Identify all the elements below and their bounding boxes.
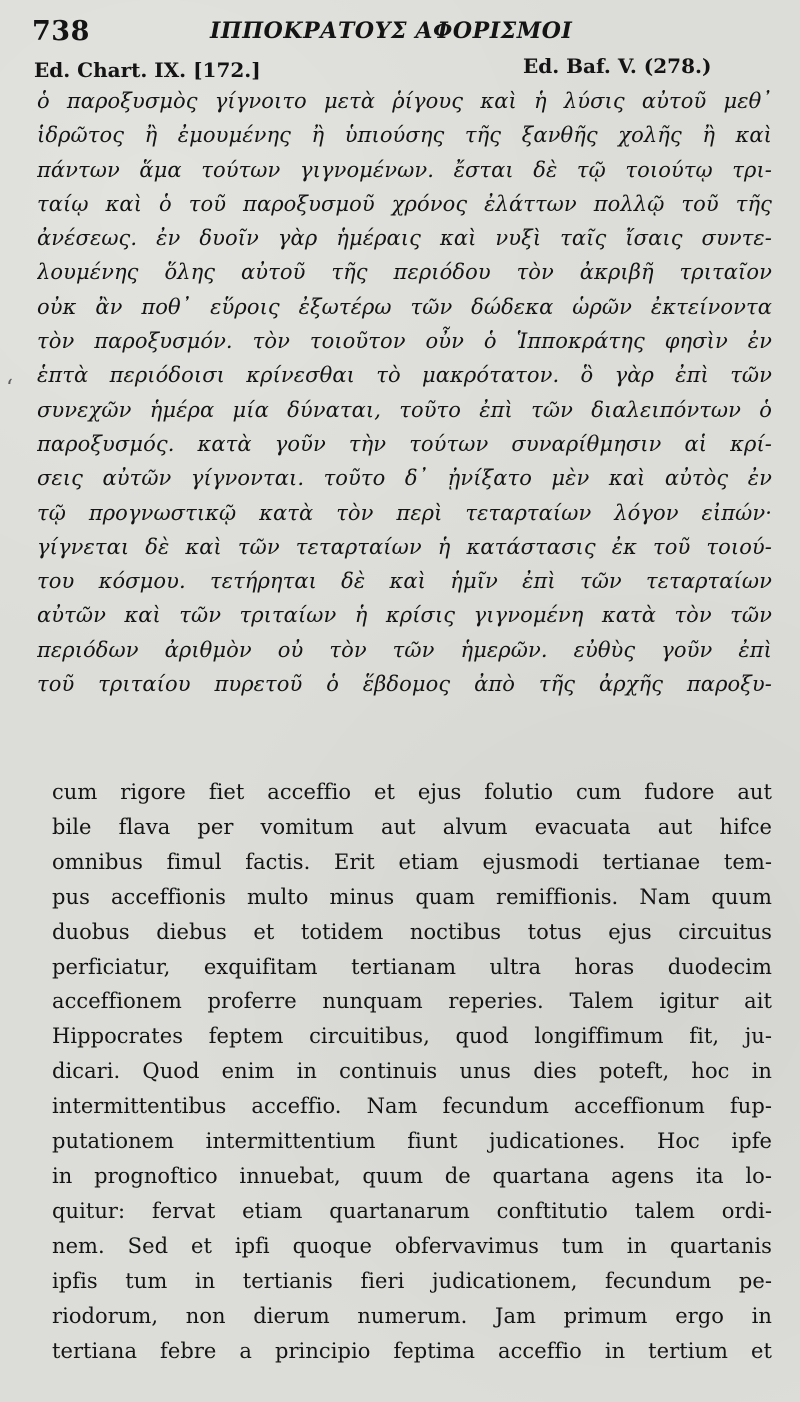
- running-title: ΙΠΠΟΚΡΑΤΟΥΣ ΑΦΟΡΙΣΜΟΙ: [210, 18, 573, 44]
- greek-text-line: γίγνεται δὲ καὶ τῶν τεταρταίων ἡ κατάστασις ἐκ τοῦ τοιού-: [37, 534, 772, 559]
- latin-translation-text: [52, 775, 772, 1368]
- greek-text-line: λουμένης ὅλης αὐτοῦ τῆς περιόδου τὸν ἀκριβῆ τριταῖον: [37, 260, 772, 285]
- edition-reference-left: Ed. Chart. IX. [172.]: [34, 58, 261, 82]
- latin-text-line: tertiana febre a principio feptima acceffio in tertium et: [52, 1338, 772, 1363]
- page-number: 738: [32, 16, 90, 47]
- greek-text-line: συνεχῶν ἡμέρα μία δύναται, τοῦτο ἐπὶ τῶν διαλειπόντων ὁ: [37, 397, 772, 422]
- greek-text-line: τὸν παροξυσμόν. τὸν τοιοῦτον οὖν ὁ Ἱπποκράτης φησὶν ἐν: [37, 329, 772, 354]
- latin-text-line: quitur: fervat etiam quartanarum conftitutio talem ordi-: [52, 1198, 772, 1223]
- latin-text-line: pus acceffionis multo minus quam remiffionis. Nam quum: [52, 884, 772, 909]
- greek-text-line: ἑπτὰ περιόδοισι κρίνεσθαι τὸ μακρότατον. ὃ γὰρ ἐπὶ τῶν: [37, 363, 772, 388]
- latin-text-line: putationem intermittentium fiunt judicationes. Hoc ipfe: [52, 1129, 772, 1154]
- latin-text-line: acceffionem proferre nunquam reperies. Talem igitur ait: [52, 989, 772, 1014]
- greek-text-line: πάντων ἅμα τούτων γιγνομένων. ἔσται δὲ τῷ τοιούτῳ τρι-: [37, 157, 772, 182]
- latin-text-line: dicari. Quod enim in continuis unus dies poteft, hoc in: [52, 1059, 772, 1084]
- greek-text-line: σεις αὐτῶν γίγνονται. τοῦτο δ᾽ ᾐνίξατο μὲν καὶ αὐτὸς ἐν: [37, 466, 772, 491]
- latin-text-line: omnibus fimul factis. Erit etiam ejusmodi tertianae tem-: [52, 849, 772, 874]
- greek-commentary-text: [37, 84, 772, 701]
- greek-text-line: οὐκ ἂν ποθ᾽ εὕροις ἐξωτέρω τῶν δώδεκα ὡρῶν ἐκτείνοντα: [37, 294, 772, 319]
- left-margin-mark: ʻ: [6, 376, 13, 401]
- latin-text-line: perficiatur, exquifitam tertianam ultra horas duodecim: [52, 954, 772, 979]
- greek-text-line: περιόδων ἀριθμὸν οὐ τὸν τῶν ἡμερῶν. εὐθὺς γοῦν ἐπὶ: [37, 637, 772, 662]
- greek-text-line: ὁ παροξυσμὸς γίγνοιτο μετὰ ῥίγους καὶ ἡ λύσις αὐτοῦ μεθ᾽: [37, 89, 772, 113]
- latin-text-line: cum rigore fiet acceffio et ejus folutio cum fudore aut: [52, 780, 772, 804]
- latin-text-line: riodorum, non dierum numerum. Jam primum ergo in: [52, 1303, 772, 1328]
- greek-text-line: παροξυσμός. κατὰ γοῦν τὴν τούτων συναρίθμησιν αἱ κρί-: [37, 431, 772, 456]
- greek-text-line: αὐτῶν καὶ τῶν τριταίων ἡ κρίσις γιγνομένη κατὰ τὸν τῶν: [37, 603, 772, 628]
- latin-text-line: ipfis tum in tertianis fieri judicationem, fecundum pe-: [52, 1268, 772, 1293]
- greek-text-line: τοῦ τριταίου πυρετοῦ ὁ ἕβδομος ἀπὸ τῆς ἀρχῆς παροξυ-: [37, 672, 772, 697]
- latin-text-line: duobus diebus et totidem noctibus totus ejus circuitus: [52, 919, 772, 944]
- latin-text-line: bile flava per vomitum aut alvum evacuata aut hifce: [52, 814, 772, 839]
- latin-text-line: Hippocrates feptem circuitibus, quod longiffimum fit, ju-: [52, 1024, 772, 1049]
- greek-text-line: τῷ προγνωστικῷ κατὰ τὸν περὶ τεταρταίων λόγον εἰπών·: [37, 500, 772, 525]
- greek-text-line: ἱδρῶτος ἢ ἐμουμένης ἢ ὑπιούσης τῆς ξανθῆς χολῆς ἢ καὶ: [37, 123, 772, 148]
- greek-text-line: ταίῳ καὶ ὁ τοῦ παροξυσμοῦ χρόνος ἐλάττων πολλῷ τοῦ τῆς: [37, 191, 772, 216]
- greek-text-line: ἀνέσεως. ἐν δυοῖν γὰρ ἡμέραις καὶ νυξὶ ταῖς ἴσαις συντε-: [37, 226, 772, 251]
- latin-text-line: in prognoftico innuebat, quum de quartana agens ita lo-: [52, 1163, 772, 1188]
- greek-text-line: του κόσμου. τετήρηται δὲ καὶ ἡμῖν ἐπὶ τῶν τεταρταίων: [37, 569, 772, 594]
- latin-text-line: nem. Sed et ipfi quoque obfervavimus tum in quartanis: [52, 1233, 772, 1258]
- latin-text-line: intermittentibus acceffio. Nam fecundum acceffionum fup-: [52, 1094, 772, 1119]
- edition-reference-right: Ed. Baf. V. (278.): [523, 54, 712, 78]
- page-header: [0, 0, 800, 86]
